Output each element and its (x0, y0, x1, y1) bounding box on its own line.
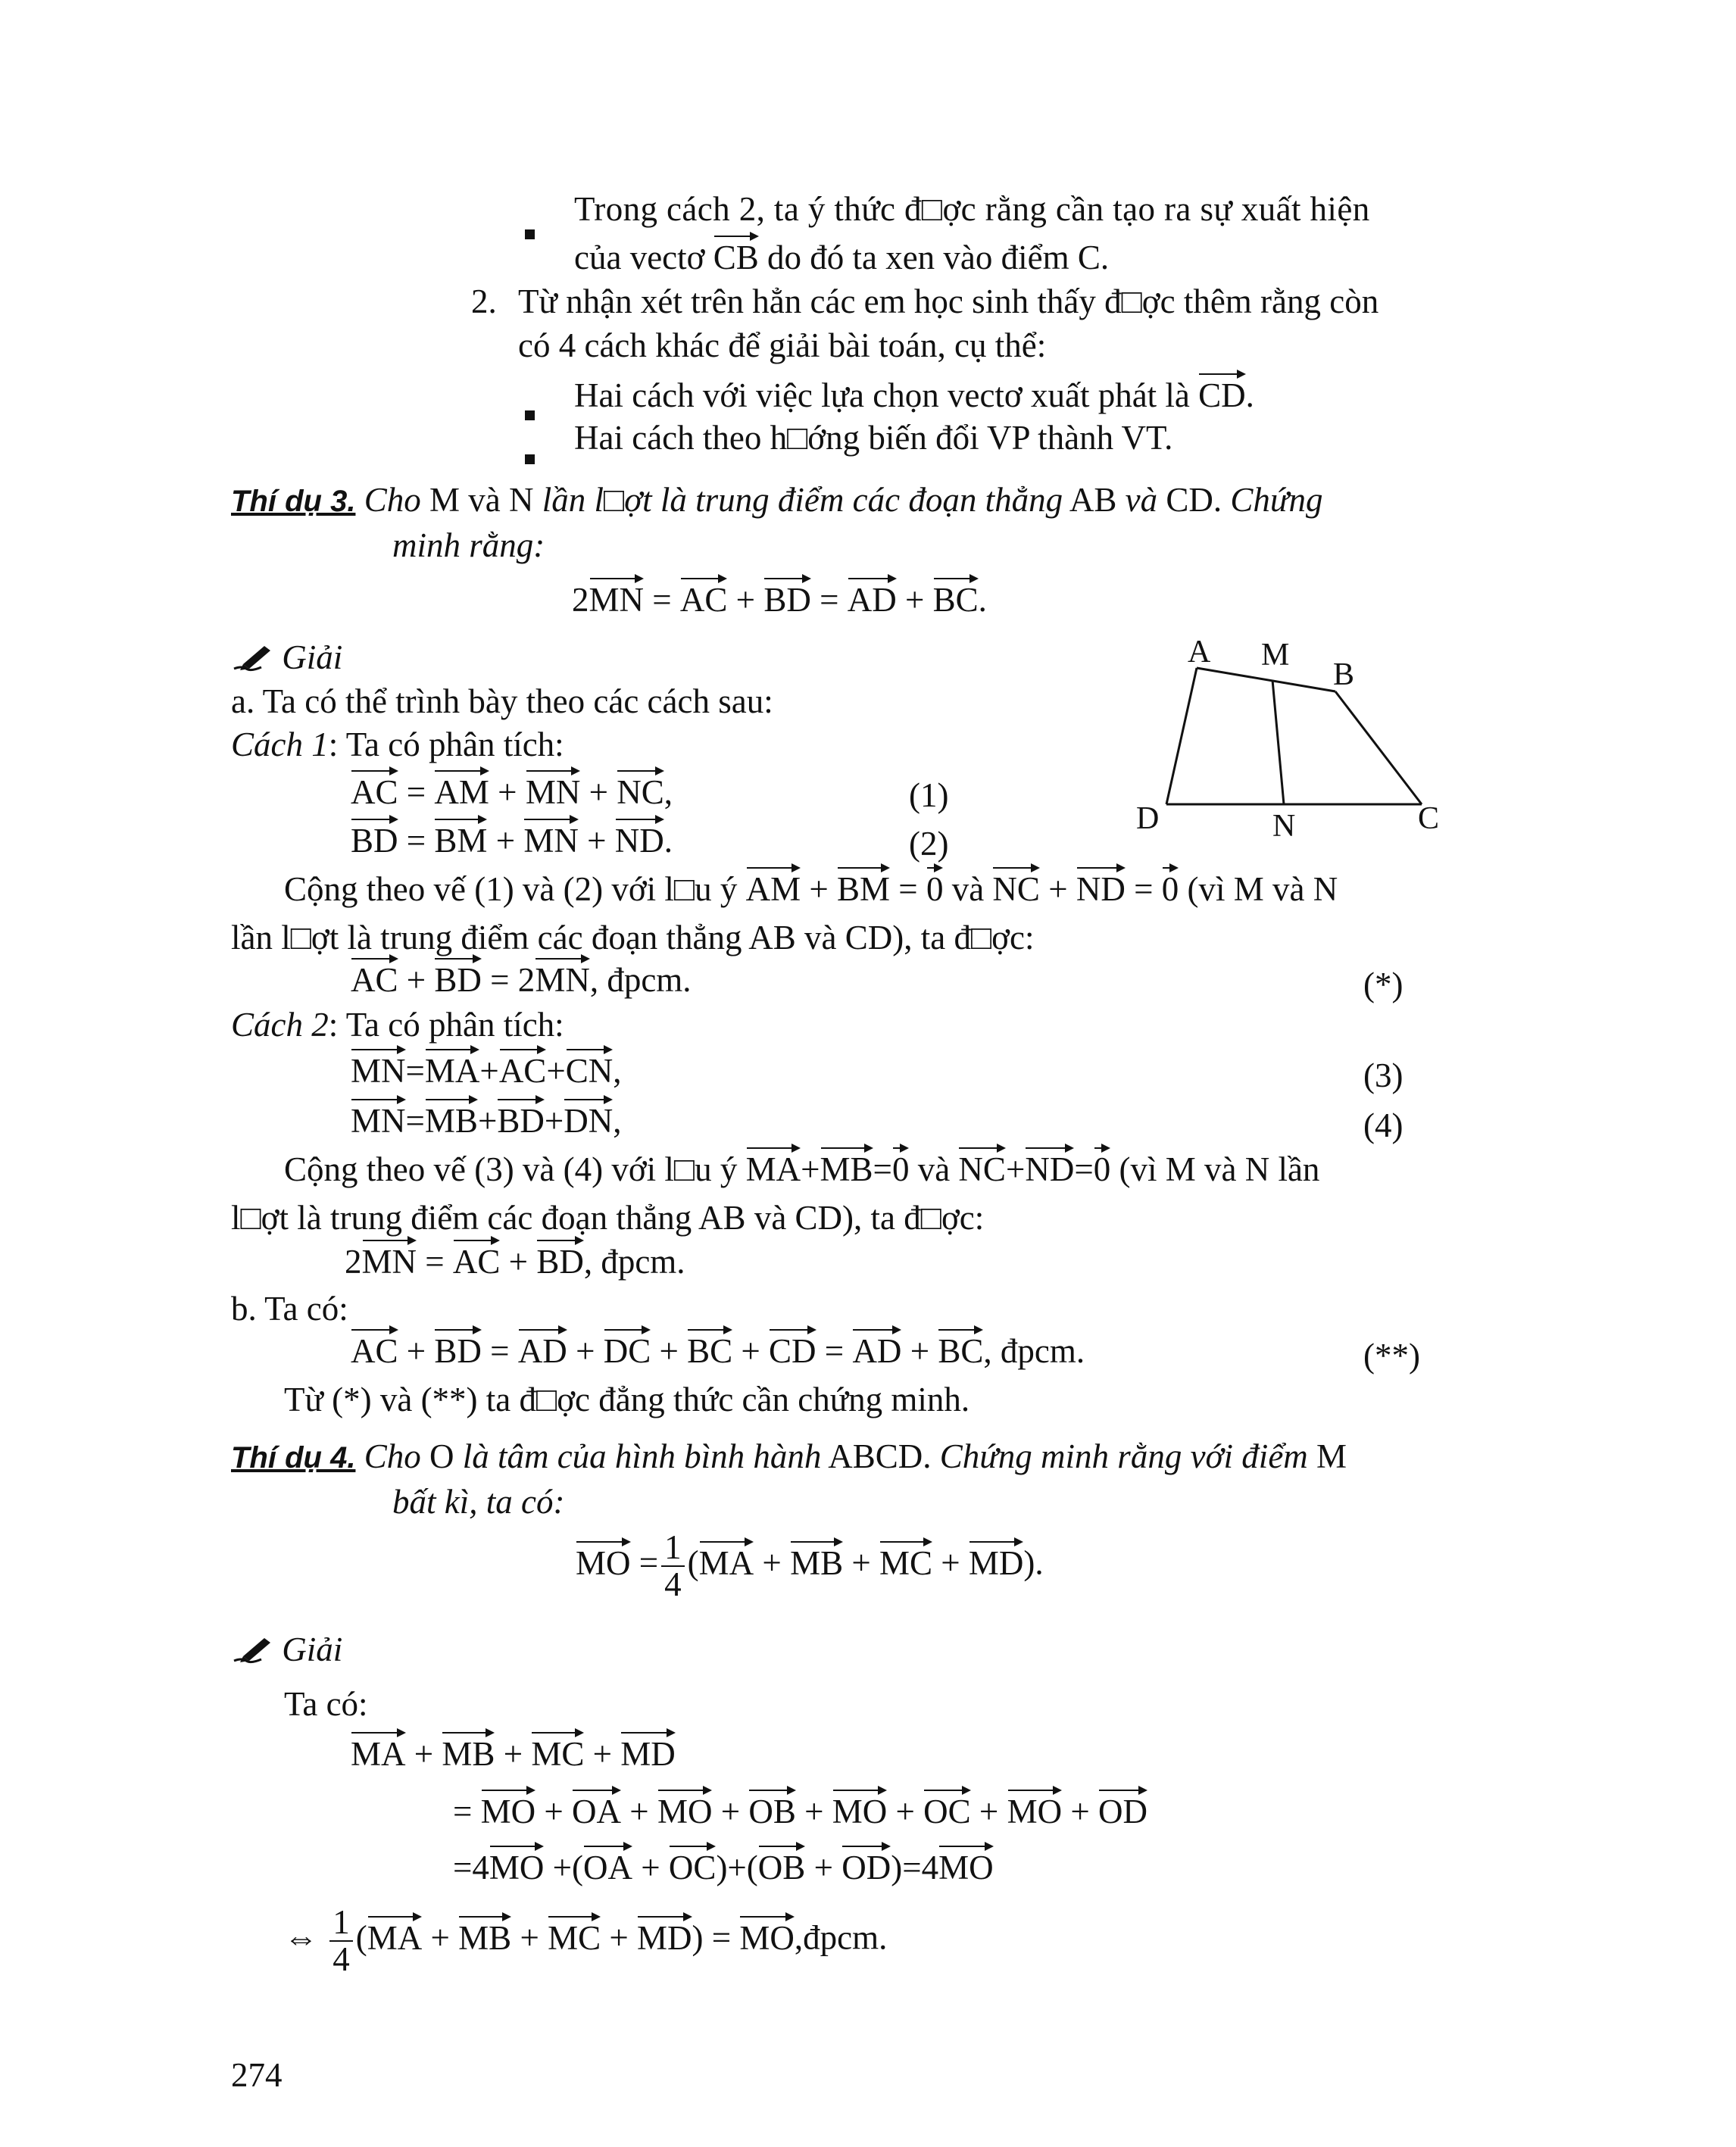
intro-sub1: Hai cách với việc lựa chọn vectơ xuất phát là CD. (574, 371, 1254, 417)
vector-cd: CD (1198, 371, 1246, 413)
label-d: D (1136, 801, 1160, 836)
ex3-main-equation: 2MN = AC + BD = AD + BC. (572, 576, 987, 621)
bullet-square (525, 432, 535, 474)
bullet-square (525, 388, 535, 430)
ex3-cach1: Cách 1: Ta có phân tích: (231, 726, 564, 763)
ex3-double-star-number: (**) (1363, 1337, 1420, 1375)
label-m: M (1261, 638, 1290, 672)
ex3-part-b: b. Ta có: (231, 1290, 348, 1328)
ex3-conclusion: Từ (*) và (**) ta đ□ợc đẳng thức cần chứng minh. (284, 1381, 970, 1418)
intro-bullet1-line2: của vectơ CB do đó ta xen vào điểm C. (574, 233, 1109, 279)
intro-item2-number: 2. (471, 282, 497, 320)
intro-item2-line2: có 4 cách khác để giải bài toán, cụ thể: (518, 326, 1047, 364)
page-number: 274 (231, 2056, 283, 2094)
ex3-result2: 2MN = AC + BD, đpcm. (345, 1237, 685, 1283)
ex3-statement-line1: Thí dụ 3. Cho M và N lần l□ợt là trung điểm các đoạn thẳng AB và CD. Chứng (231, 481, 1323, 519)
ex4-step2: = MO + OA + MO + OB + MO + OC + MO + OD (453, 1787, 1147, 1833)
ex3-paragraph1-line2: lần l□ợt là trung điểm các đoạn thẳng AB và CD), ta đ□ợc: (231, 919, 1035, 956)
pen-writing-icon (231, 1635, 273, 1665)
ex4-taco: Ta có: (284, 1685, 368, 1723)
ex4-statement-line1: Thí dụ 4. Cho O là tâm của hình bình hành ABCD. Chứng minh rằng với điểm M (231, 1437, 1347, 1475)
ex4-main-equation: MO = $\frac{1}{4}$ (MA + MB + MC + MD). (576, 1528, 1044, 1604)
ex3-eq4-number: (4) (1363, 1106, 1403, 1144)
ex3-eq3-number: (3) (1363, 1056, 1403, 1094)
ex3-trapezoid-figure (1129, 629, 1477, 856)
ex3-statement-line2: minh rằng: (392, 526, 545, 564)
ex3-label: Thí dụ 3. (231, 485, 356, 518)
ex4-step1: MA + MB + MC + MD (351, 1730, 676, 1775)
ex3-solution-heading: Giải (231, 636, 342, 679)
segment-bc (1335, 691, 1422, 804)
ex3-part-a: a. Ta có thể trình bày theo các cách sau: (231, 682, 773, 720)
ex3-result3: AC + BD = AD + DC + BC + CD = AD + BC, đpcm. (351, 1327, 1085, 1372)
label-b: B (1333, 657, 1355, 692)
ex3-eq1: AC = AM + MN + NC, (351, 768, 673, 813)
segment-ad (1166, 668, 1197, 804)
ex4-statement-line2: bất kì, ta có: (392, 1483, 565, 1521)
intro-sub2: Hai cách theo h□ớng biến đổi VP thành VT. (574, 419, 1173, 457)
ex3-eq2-number: (2) (909, 825, 949, 863)
ex4-final: ⇔ $\frac{1}{4}$ (MA + MB + MC + MD) = MO,đpcm. (284, 1903, 888, 1979)
ex4-step3: =4MO +(OA + OC)+(OB + OD)=4MO (453, 1843, 994, 1889)
label-c: C (1418, 801, 1440, 836)
ex3-paragraph2: Cộng theo vế (3) và (4) với l□u ý MA+MB=0 và NC+ND=0 (vì M và N lần (284, 1145, 1319, 1191)
ex3-eq3: MN=MA+AC+CN, (351, 1047, 621, 1092)
ex4-label: Thí dụ 4. (231, 1441, 356, 1475)
ex3-star-number: (*) (1363, 966, 1403, 1003)
vector-cb: CB (713, 233, 759, 275)
pen-writing-icon (231, 643, 273, 673)
intro-item2-line1: Từ nhận xét trên hẳn các em học sinh thấy đ□ợc thêm rằng còn (518, 282, 1379, 320)
bullet-square (525, 207, 535, 249)
label-n: N (1272, 809, 1296, 844)
ex3-cach2: Cách 2: Ta có phân tích: (231, 1006, 564, 1044)
ex3-eq2: BD = BM + MN + ND. (351, 816, 673, 862)
ex3-eq4: MN=MB+BD+DN, (351, 1097, 621, 1142)
ex3-paragraph1: Cộng theo vế (1) và (2) với l□u ý AM + BM = 0 và NC + ND = 0 (vì M và N (284, 865, 1338, 910)
ex4-solution-heading: Giải (231, 1628, 342, 1671)
label-a: A (1188, 635, 1211, 669)
segment-mn (1272, 680, 1284, 804)
intro-bullet1-line1: Trong cách 2, ta ý thức đ□ợc rằng cần tạo ra sự xuất hiện (574, 190, 1370, 228)
ex3-paragraph2-line2: l□ợt là trung điểm các đoạn thẳng AB và CD), ta đ□ợc: (231, 1199, 985, 1237)
ex3-result1: AC + BD = 2MN, đpcm. (351, 956, 692, 1001)
ex3-eq1-number: (1) (909, 776, 949, 814)
